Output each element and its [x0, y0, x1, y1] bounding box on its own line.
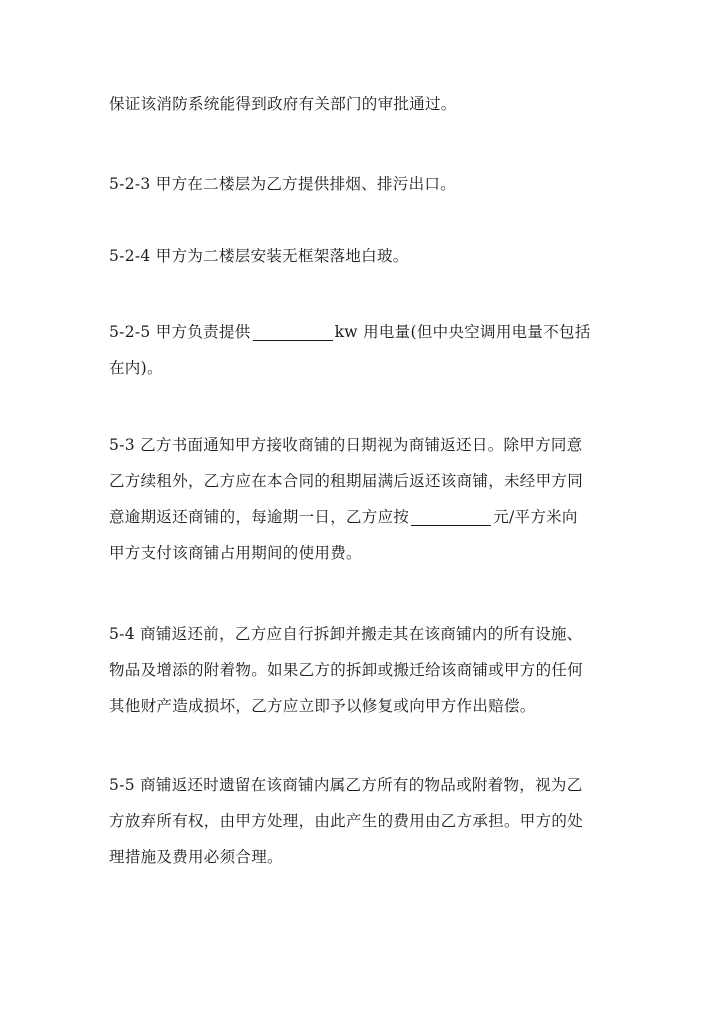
text-line: 物品及增添的附着物。如果乙方的拆卸或搬迁给该商铺或甲方的任何	[109, 661, 584, 679]
text-line: 5-4 商铺返还前，乙方应自行拆卸并搬走其在该商铺内的所有设施、	[109, 625, 583, 643]
text-line: 理措施及费用必须合理。	[109, 848, 283, 866]
paragraph-5-4	[109, 616, 619, 724]
text-line: 在内)。	[109, 359, 163, 377]
paragraph-5-3	[109, 427, 619, 571]
paragraph-5-2-5	[109, 314, 619, 386]
paragraph-5-5	[109, 767, 619, 875]
text-line: 方放弃所有权，由甲方处理，由此产生的费用由乙方承担。甲方的处	[109, 812, 584, 830]
text-line: 保证该消防系统能得到政府有关部门的审批通过。	[109, 95, 457, 113]
text-line: 5-2-3 甲方在二楼层为乙方提供排烟、排污出口。	[109, 175, 456, 193]
text-line: 5-5 商铺返还时遗留在该商铺内属乙方所有的物品或附着物，视为乙	[109, 776, 583, 794]
text-line: 乙方续租外，乙方应在本合同的租期届满后返还该商铺，未经甲方同	[109, 472, 584, 490]
text-segment: kw 用电量(但中央空调用电量不包括	[334, 323, 591, 341]
paragraph-5-2-3	[109, 166, 619, 202]
text-segment: 意逾期返还商铺的，每逾期一日，乙方应按	[109, 508, 410, 526]
text-line: 5-3 乙方书面通知甲方接收商铺的日期视为商铺返还日。除甲方同意	[109, 436, 583, 454]
text-line: 5-2-4 甲方为二楼层安装无框架落地白玻。	[109, 247, 409, 265]
text-line	[109, 314, 619, 350]
text-line: 甲方支付该商铺占用期间的使用费。	[109, 544, 362, 562]
fill-in-blank-power[interactable]	[253, 322, 333, 341]
paragraph-5-2-4	[109, 238, 619, 274]
text-line	[109, 499, 619, 535]
text-segment: 5-2-5 甲方负责提供	[109, 323, 251, 341]
paragraph-fire-system	[109, 86, 619, 122]
text-line: 其他财产造成损坏，乙方应立即予以修复或向甲方作出赔偿。	[109, 697, 536, 715]
text-segment: 元/平方米向	[493, 508, 578, 526]
fill-in-blank-rate[interactable]	[411, 507, 491, 526]
